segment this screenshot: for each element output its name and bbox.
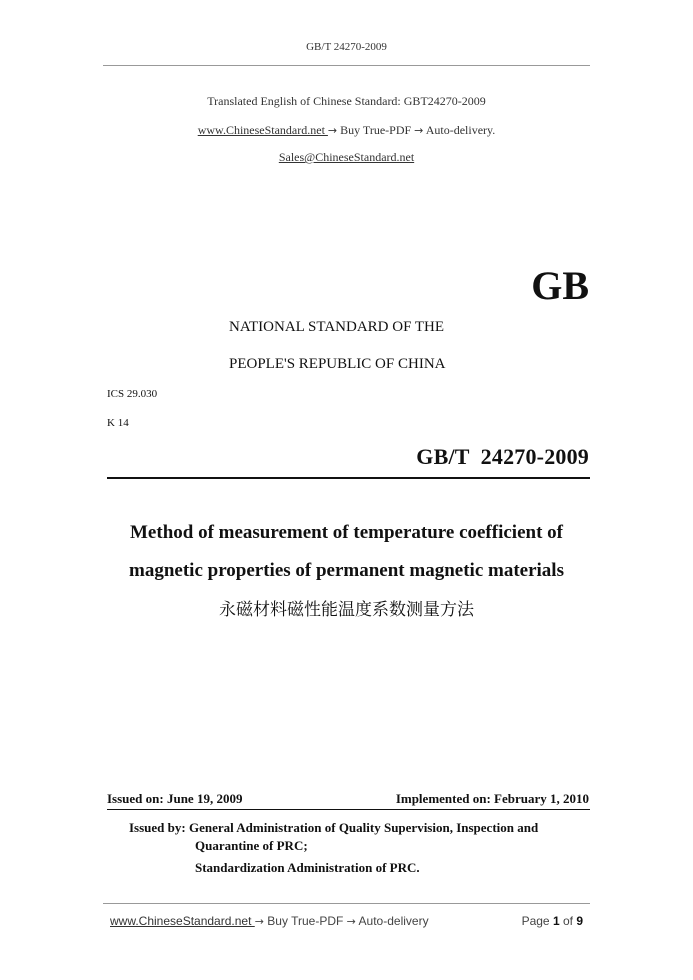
footer-buy-line xyxy=(110,914,429,928)
footer-buy-text: Buy True-PDF xyxy=(263,914,347,928)
header-doc-id: GB/T 24270-2009 xyxy=(306,41,387,53)
translated-notice: Translated English of Chinese Standard: GBT24270-2009 xyxy=(207,94,486,108)
issued-by-line1: Issued by: General Administration of Quality Supervision, Inspection and xyxy=(129,820,539,835)
sales-email-link[interactable]: Sales@ChineseStandard.net xyxy=(278,150,415,164)
page-indicator xyxy=(522,914,583,928)
gb-mark: GB xyxy=(531,263,589,308)
footer-rule xyxy=(103,903,590,904)
arrow-right-icon: → xyxy=(254,915,264,928)
title-line2: magnetic properties of permanent magnetic materials xyxy=(129,560,564,581)
issued-by-line3: Standardization Administration of PRC. xyxy=(195,860,420,875)
page-total: 9 xyxy=(576,914,583,928)
k-code: K 14 xyxy=(107,417,129,429)
ics-code: ICS 29.030 xyxy=(107,388,158,400)
delivery-text: Auto-delivery. xyxy=(423,123,496,137)
title-line1: Method of measurement of temperature coefficient of xyxy=(130,522,563,543)
national-standard-line2: PEOPLE'S REPUBLIC OF CHINA xyxy=(229,356,446,372)
header-rule xyxy=(103,65,590,66)
buy-text: Buy True-PDF xyxy=(337,123,415,137)
buy-line xyxy=(0,123,693,138)
footer-site-link[interactable]: www.ChineseStandard.net xyxy=(110,914,255,928)
standard-number: GB/T 24270-2009 xyxy=(416,444,589,469)
page-number: 1 xyxy=(552,914,560,928)
issued-on: Issued on: June 19, 2009 xyxy=(107,791,243,806)
dates-rule xyxy=(107,809,590,810)
arrow-right-icon: → xyxy=(327,124,338,137)
of-label: of xyxy=(559,914,577,928)
implemented-on: Implemented on: February 1, 2010 xyxy=(395,791,589,806)
national-standard-line1: NATIONAL STANDARD OF THE xyxy=(229,319,445,335)
email-line xyxy=(0,150,693,165)
arrow-right-icon: → xyxy=(346,915,356,928)
title-chinese: 永磁材料磁性能温度系数测量方法 xyxy=(219,600,474,620)
issued-by-line2: Quarantine of PRC; xyxy=(195,838,308,853)
standard-number-rule xyxy=(107,477,590,479)
site-link[interactable]: www.ChineseStandard.net xyxy=(197,123,328,137)
arrow-right-icon: → xyxy=(414,124,424,137)
page-label: Page xyxy=(521,914,553,928)
issued-by-block xyxy=(129,819,538,877)
footer-delivery-text: Auto-delivery xyxy=(355,914,429,928)
